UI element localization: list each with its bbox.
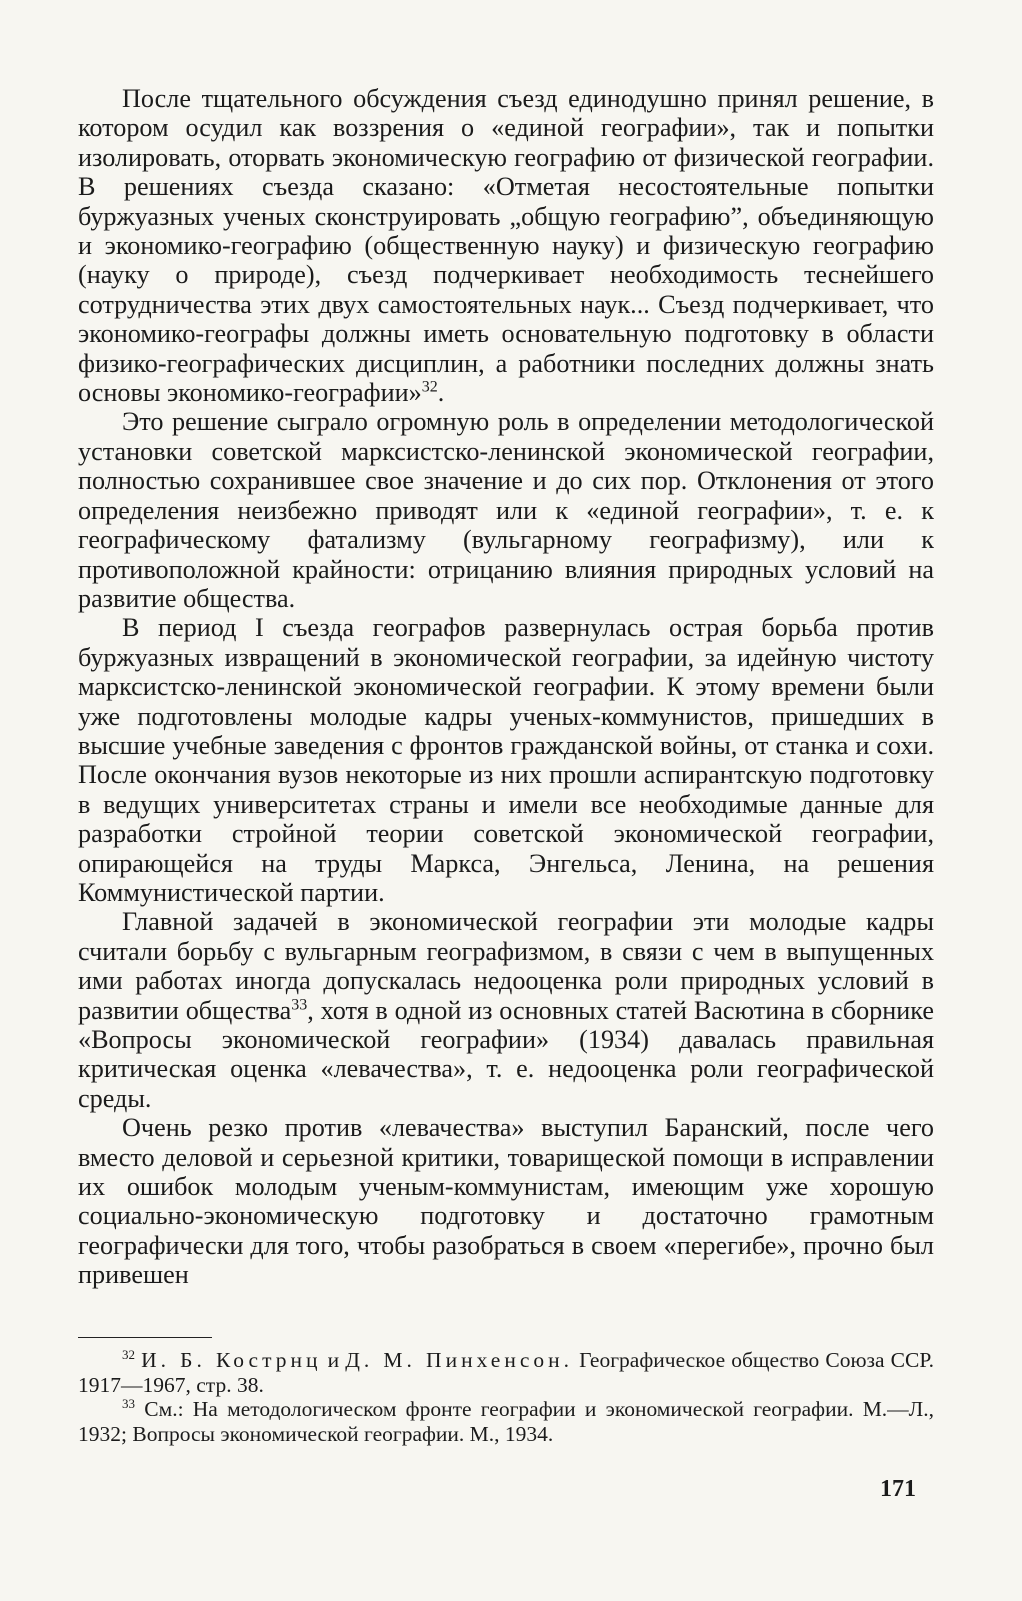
main-text xyxy=(78,84,934,1290)
page-number: 171 xyxy=(880,1476,916,1502)
footnote-ref-32: 32 xyxy=(421,378,438,396)
footnote-32 xyxy=(78,1348,934,1397)
footnote-text: Географическое общество Союза ССР. 1917—1967, стр. 38. xyxy=(78,1348,934,1397)
paragraph-2: Это решение сыграло огромную роль в определении методологической установки советской марксистско-ленинской экономической географии, полностью сохранившее свое значение и до сих пор. Отклонения от этого определения неизбежно приводят или к «единой географии», т. е. к географическому фатализму (вульгарному географизму), или к противоположной крайности: отрицанию влияния природных условий на развитие общества. xyxy=(78,407,934,613)
footnote-author: Д. М. Пинхенсон. xyxy=(345,1348,574,1372)
footnote-text: См.: На методологическом фронте географии и экономической географии. М.—Л., 1932; Вопросы экономической географии. М., 1934. xyxy=(78,1397,935,1446)
footnote-33 xyxy=(78,1397,934,1446)
footnote-author: И. Б. Кострнц xyxy=(141,1348,322,1372)
paragraph-4 xyxy=(78,907,934,1113)
footnote-mark: 32 xyxy=(122,1346,135,1362)
paragraph-1 xyxy=(78,84,934,407)
footnote-conjunction: и xyxy=(321,1348,346,1372)
paragraph-text: После тщательного обсуждения съезд единодушно принял решение, в котором осудил как воззрения о «единой географии», так и попытки изолировать, оторвать экономическую географию от физической географии. В решениях съезда сказано: «Отметая несостоятельные попытки буржуазных ученых сконструировать „общую географию”, объединяющую и экономико-географию (общественную науку) и физическую географию (науку о природе), съезд подчеркивает необходимость теснейшего сотрудничества этих двух самостоятельных наук... Съезд подчеркивает, что экономико-географы должны иметь основательную подготовку в области физико-географических дисциплин, а работники последних должны знать основы экономико-географии» xyxy=(78,84,934,408)
footnote-mark: 33 xyxy=(122,1396,135,1412)
footnotes xyxy=(78,1348,934,1446)
paragraph-text: Главной задачей в экономической географии эти молодые кадры считали борьбу с вульгарным географизмом, в связи с чем в выпущенных ими работах иногда допускалась недооценка роли природных условий в развитии общества xyxy=(78,907,934,1025)
paragraph-tail: . xyxy=(437,378,445,408)
footnote-separator xyxy=(78,1337,212,1338)
paragraph-tail: , хотя в одной из основных статей Васютина в сборнике «Вопросы экономической географии» (1934) давалась правильная критическая оценка «левачества», т. е. недооценка роли географической среды. xyxy=(78,995,934,1113)
paragraph-3: В период I съезда географов развернулась острая борьба против буржуазных извращений в экономической географии, за идейную чистоту марксистско-ленинской экономической географии. К этому времени были уже подготовлены молодые кадры ученых-коммунистов, пришедших в высшие учебные заведения с фронтов гражданской войны, от станка и сохи. После окончания вузов некоторые из них прошли аспирантскую подготовку в ведущих университетах страны и имели все необходимые данные для разработки стройной теории советской экономической географии, опирающейся на труды Маркса, Энгельса, Ленина, на решения Коммунистической партии. xyxy=(78,613,934,907)
paragraph-5: Очень резко против «левачества» выступил Баранский, после чего вместо деловой и серьезной критики, товарищеской помощи в исправлении их ошибок молодым ученым-коммунистам, имеющим уже хорошую социально-экономическую подготовку и достаточно грамотным географически для того, чтобы разобраться в своем «перегибе», прочно был привешен xyxy=(78,1113,934,1290)
footnote-ref-33: 33 xyxy=(291,995,308,1013)
